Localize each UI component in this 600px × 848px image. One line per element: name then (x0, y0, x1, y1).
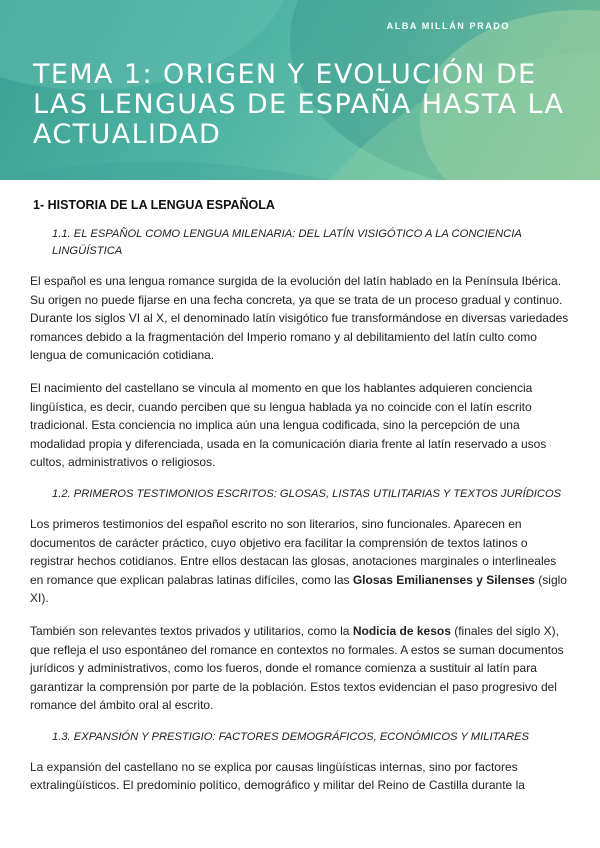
paragraph: La expansión del castellano no se explica por causas lingüísticas internas, sino por factores extralingüísticos. El predominio político, demográfico y militar del Reino de Castilla durante la (30, 759, 525, 793)
page-title: TEMA 1: ORIGEN Y EVOLUCIÓN DE LAS LENGUAS DE ESPAÑA HASTA LA ACTUALIDAD (33, 59, 565, 150)
paragraph-text: Los primeros testimonios del español escrito no son literarios, sino funcionales. Aparecen en documentos de carácter práctico, cuyo objetivo era facilitar la comprensión de textos latinos o registrar hechos cotidianos. Entre ellos destacan las glosas, anotaciones marginales o interlineales en romance que explican palabras latinas difíciles, como las (30, 516, 557, 587)
subsection-heading: 1.3. EXPANSIÓN Y PRESTIGIO: FACTORES DEMOGRÁFICOS, ECONÓMICOS Y MILITARES (52, 730, 530, 743)
header-banner (0, 0, 600, 180)
paragraph-text: También son relevantes textos privados y utilitarios, como la (30, 623, 353, 638)
section-heading: 1- HISTORIA DE LA LENGUA ESPAÑOLA (33, 198, 275, 212)
subsection-heading: 1.1. EL ESPAÑOL COMO LENGUA MILENARIA: DEL LATÍN VISIGÓTICO A LA CONCIENCIA LINGÜÍSTICA (52, 228, 522, 257)
paragraph (30, 622, 570, 715)
bold-term: Nodicia de kesos (352, 623, 451, 638)
paragraph: El español es una lengua romance surgida de la evolución del latín hablado en la Península Ibérica. Su origen no puede fijarse en una fecha concreta, ya que se trata de un proceso gradual y continuo. Durante los siglos VI al X, el denominado latín visigótico fue transformándose en diversas variedades romances debido a la fragmentación del Imperio romano y al debilitamiento del latín culto como lengua de comunicación cotidiana. (30, 274, 569, 363)
paragraph (30, 515, 570, 608)
paragraph-text: (finales del siglo X), que refleja el uso espontáneo del romance en contextos no formales. A estos se suman documentos jurídicos y administrativos, como los fueros, donde el romance comienza a sustituir al latín para garantizar la comprensión por parte de la población. Estos textos evidencian el paso progresivo del romance del ámbito oral al escrito. (30, 623, 564, 713)
paragraph: El nacimiento del castellano se vincula al momento en que los hablantes adquieren conciencia lingüística, es decir, cuando perciben que su lengua hablada ya no coincide con el latín escrito tradicional. Esta conciencia no implica aún una lengua codificada, sino la percepción de una modalidad propia y diferenciada, usada en la comunicación diaria frente al latín reservado a usos cultos, administrativos o religiosos. (30, 380, 547, 470)
author-name: ALBA MILLÁN PRADO (386, 21, 510, 31)
document-body (0, 198, 600, 795)
subsection-heading: 1.2. PRIMEROS TESTIMONIOS ESCRITOS: GLOSAS, LISTAS UTILITARIAS Y TEXTOS JURÍDICOS (52, 487, 562, 500)
bold-term: Glosas Emilianenses y Silenses (352, 572, 535, 587)
paragraph-text: (siglo XI). (30, 572, 567, 606)
